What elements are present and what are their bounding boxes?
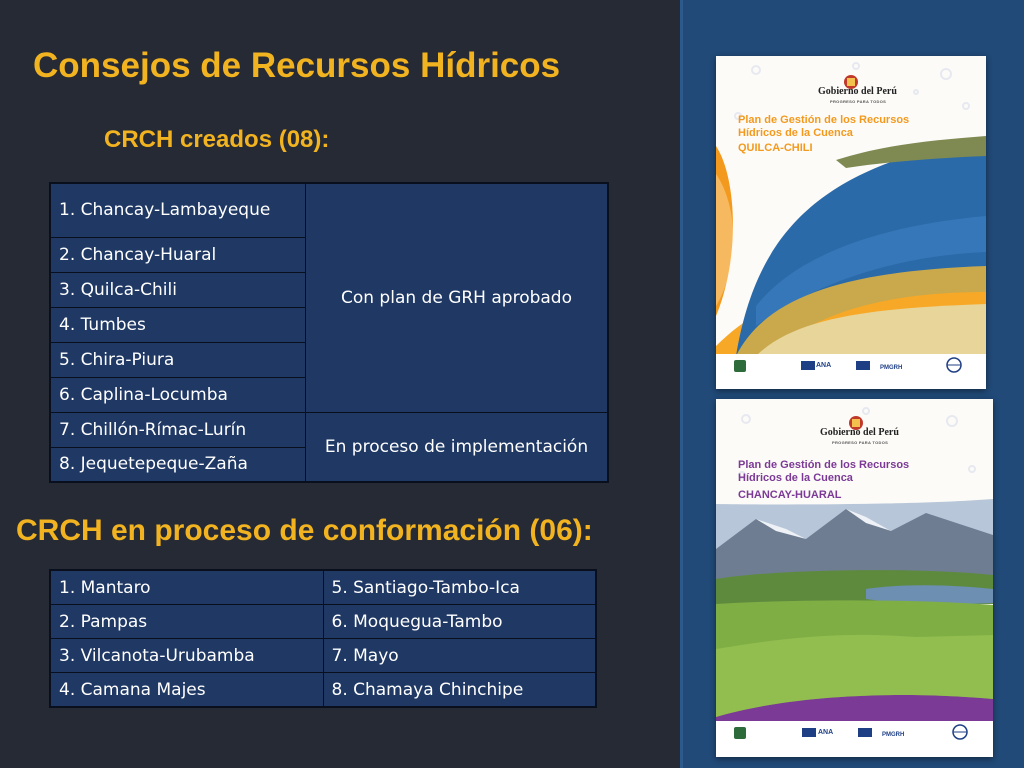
cover-artwork xyxy=(716,399,993,757)
table-cell: 2. Pampas xyxy=(50,605,323,639)
forming-heading: CRCH en proceso de conformación (06): xyxy=(16,514,593,547)
table-cell: 2. Chancay-Huaral xyxy=(50,237,306,272)
table-cell: 5. Chira-Piura xyxy=(50,342,306,377)
status-cell-implementing: En proceso de implementación xyxy=(306,412,609,482)
table-cell: 5. Santiago-Tambo-Ica xyxy=(323,570,596,605)
created-councils-table xyxy=(49,182,609,483)
table-cell: 7. Mayo xyxy=(323,639,596,673)
created-heading: CRCH creados (08): xyxy=(104,126,330,153)
status-cell-approved: Con plan de GRH aprobado xyxy=(306,183,609,412)
table-cell: 8. Chamaya Chinchipe xyxy=(323,673,596,708)
table-cell: 7. Chillón-Rímac-Lurín xyxy=(50,412,306,447)
cover-plan-line-2: Hídricos de la Cuenca xyxy=(738,472,853,484)
cover-plan-line-1: Plan de Gestión de los Recursos xyxy=(738,459,910,471)
cover-plan-title xyxy=(738,459,909,485)
cover-gobierno-text: Gobierno del Perú xyxy=(820,427,899,438)
cover-plan-title xyxy=(738,114,909,140)
slide-title: Consejos de Recursos Hídricos xyxy=(33,46,561,85)
table-cell: 3. Quilca-Chili xyxy=(50,272,306,307)
cover-basin-name: QUILCA-CHILI xyxy=(738,142,813,154)
plan-cover-chancay-huaral xyxy=(716,399,993,757)
cover-plan-line-1: Plan de Gestión de los Recursos xyxy=(738,114,910,126)
cover-artwork xyxy=(716,56,986,389)
table-cell: 8. Jequetepeque-Zaña xyxy=(50,447,306,482)
pmgrh-logo: PMGRH xyxy=(880,365,903,371)
cover-slogan: PROGRESO PARA TODOS xyxy=(830,99,887,104)
table-cell: 1. Mantaro xyxy=(50,570,323,605)
cover-slogan: PROGRESO PARA TODOS xyxy=(832,440,889,445)
ana-logo: ANA xyxy=(816,362,832,369)
cover-basin-name: CHANCAY-HUARAL xyxy=(738,489,842,501)
forming-councils-table xyxy=(49,569,597,708)
cover-gobierno-text: Gobierno del Perú xyxy=(818,86,897,97)
side-panel-divider xyxy=(680,0,683,768)
table-cell: 1. Chancay-Lambayeque xyxy=(50,183,306,237)
plan-cover-quilca-chili xyxy=(716,56,986,389)
ana-logo: ANA xyxy=(818,729,834,736)
table-cell: 6. Caplina-Locumba xyxy=(50,377,306,412)
table-cell: 4. Camana Majes xyxy=(50,673,323,708)
table-cell: 4. Tumbes xyxy=(50,307,306,342)
cover-plan-line-2: Hídricos de la Cuenca xyxy=(738,127,853,139)
table-cell: 3. Vilcanota-Urubamba xyxy=(50,639,323,673)
table-cell: 6. Moquegua-Tambo xyxy=(323,605,596,639)
pmgrh-logo: PMGRH xyxy=(882,732,905,738)
